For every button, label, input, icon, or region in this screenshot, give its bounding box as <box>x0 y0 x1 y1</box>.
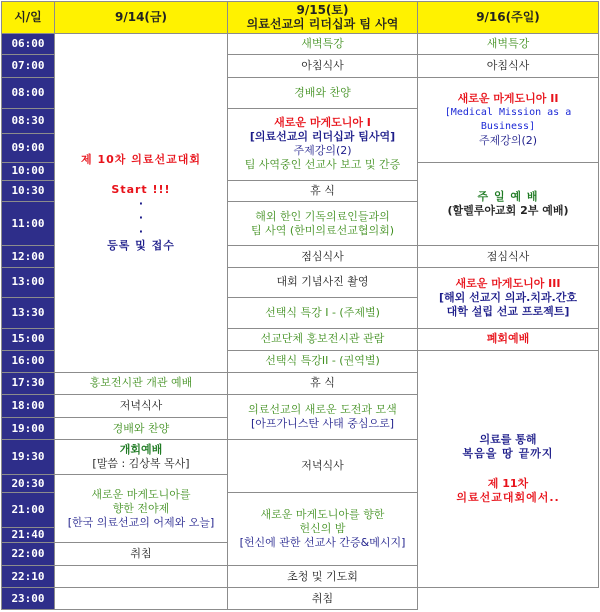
macedonia-3-sub-2: 대학 설립 선교 프로젝트] <box>446 304 570 318</box>
time-cell: 08:00 <box>2 77 55 108</box>
time-cell: 13:00 <box>2 267 55 297</box>
time-cell: 21:40 <box>2 527 55 542</box>
team-report: 팀 사역중인 선교사 보고 및 간증 <box>244 158 401 172</box>
time-cell: 15:00 <box>2 328 55 351</box>
time-cell: 13:30 <box>2 297 55 328</box>
day2-theme: 의료선교의 리더십과 팀 사역 <box>246 17 399 32</box>
macedonia-2-theme: 주제강의(2) <box>478 134 538 148</box>
registration-text: 등록 및 접수 <box>107 238 175 252</box>
time-cell: 17:30 <box>2 372 55 395</box>
challenge-sub: [아프가니스탄 사태 중심으로] <box>250 417 395 431</box>
macedonia-1-sub: [의료선교의 리더십과 팀사역] <box>249 130 396 144</box>
time-cell: 19:00 <box>2 417 55 440</box>
day2-sleep: 취침 <box>228 588 418 610</box>
time-cell: 18:00 <box>2 395 55 418</box>
time-column-header: 시/일 <box>2 2 55 34</box>
macedonia-3-sub-1: [해외 선교지 의과.치과.간호 <box>439 290 577 304</box>
schedule-table <box>1 1 599 610</box>
next-conference-line-2: 의료선교대회에서.. <box>456 491 560 505</box>
day1-eve-lecture-block <box>55 475 228 543</box>
day2-lunch: 점심식사 <box>228 246 418 268</box>
eve-lecture-sub: [한국 의료선교의 어제와 오늘] <box>67 515 215 529</box>
overseas-line-1: 해외 한인 기독의료인들과의 <box>255 209 390 223</box>
day2-overseas-block <box>228 202 418 246</box>
day1-opening-block <box>55 33 228 372</box>
time-cell: 10:00 <box>2 163 55 180</box>
day3-closing-service: 폐회예배 <box>418 328 599 351</box>
opening-service-title: 개회예배 <box>119 443 163 457</box>
day2-devotion-night-block <box>228 492 418 565</box>
day1-hall-opening: 홍보전시관 개관 예배 <box>55 372 228 395</box>
day2-dinner: 저녁식사 <box>228 440 418 492</box>
time-cell: 20:30 <box>2 475 55 492</box>
day2-dawn-lecture: 새벽특강 <box>228 33 418 55</box>
day2-photo: 대회 기념사진 촬영 <box>228 267 418 297</box>
day1-dinner: 저녁식사 <box>55 395 228 418</box>
challenge-line-1: 의료선교의 새로운 도전과 모색 <box>248 403 397 417</box>
day1-empty-cell <box>55 588 228 610</box>
day2-prayer: 초청 및 기도회 <box>228 565 418 588</box>
dot-2: · <box>138 210 144 224</box>
time-cell: 23:00 <box>2 588 55 610</box>
day2-macedonia-1-block <box>228 108 418 180</box>
time-cell: 08:30 <box>2 108 55 134</box>
day3-header: 9/16(주일) <box>418 2 599 34</box>
dot-3: · <box>138 224 144 238</box>
devotion-night-sub: [헌신에 관한 선교사 간증&메시지] <box>239 535 406 549</box>
macedonia-3-title: 새로운 마게도니아 III <box>455 276 561 290</box>
slogan-line-2: 복음을 땅 끝까지 <box>462 447 554 461</box>
macedonia-1-theme: 주제강의(2) <box>293 144 352 158</box>
day3-dawn-lecture: 새벽특강 <box>418 33 599 55</box>
day3-slogan-block <box>418 351 599 588</box>
time-cell: 22:00 <box>2 543 55 566</box>
table-row <box>2 33 599 55</box>
day3-macedonia-2-block <box>418 77 599 162</box>
macedonia-1-title: 새로운 마게도니아 I <box>274 116 371 130</box>
time-cell: 10:30 <box>2 180 55 202</box>
table-row <box>2 588 599 610</box>
time-cell: 09:00 <box>2 134 55 163</box>
day2-worship: 경배와 찬양 <box>228 77 418 108</box>
day1-empty-cell <box>55 565 228 588</box>
day2-elective-2: 선택식 특강II - (권역별) <box>228 351 418 373</box>
day1-worship: 경배와 찬양 <box>55 417 228 440</box>
day1-header: 9/14(금) <box>55 2 228 34</box>
day1-sleep: 취침 <box>55 543 228 566</box>
day2-break-2: 휴 식 <box>228 372 418 395</box>
day2-elective-1: 선택식 특강 I - (주제별) <box>228 297 418 328</box>
macedonia-2-sub: [Medical Mission as a Business] <box>444 107 572 133</box>
time-cell: 21:00 <box>2 492 55 527</box>
start-text: Start !!! <box>111 182 171 196</box>
header-row <box>2 2 599 34</box>
time-cell: 12:00 <box>2 246 55 268</box>
opening-service-preacher: [말씀 : 김상복 목사] <box>92 457 190 471</box>
time-cell: 11:00 <box>2 202 55 246</box>
time-cell: 22:10 <box>2 565 55 588</box>
sunday-service-sub: (할렐루야교회 2부 예배) <box>447 204 569 218</box>
time-cell: 07:00 <box>2 55 55 78</box>
day3-breakfast: 아침식사 <box>418 55 599 78</box>
macedonia-2-title: 새로운 마게도니아 II <box>457 92 559 106</box>
time-cell: 16:00 <box>2 351 55 373</box>
day2-challenge-block <box>228 395 418 440</box>
slogan-line-1: 의료를 통해 <box>479 433 537 447</box>
day2-break: 휴 식 <box>228 180 418 202</box>
time-cell: 06:00 <box>2 33 55 55</box>
day3-lunch: 점심식사 <box>418 246 599 268</box>
day1-opening-service-block <box>55 440 228 475</box>
next-conference-line-1: 제 11차 <box>487 477 529 491</box>
day3-macedonia-3-block <box>418 267 599 328</box>
opening-title: 제 10차 의료선교대회 <box>81 152 201 166</box>
dot-1: · <box>138 196 144 210</box>
devotion-night-line-2: 헌신의 밤 <box>299 521 346 535</box>
eve-lecture-line-1: 새로운 마게도니아를 <box>91 487 191 501</box>
devotion-night-line-1: 새로운 마게도니아를 향한 <box>260 507 385 521</box>
time-cell: 19:30 <box>2 440 55 475</box>
day3-sunday-service-block <box>418 163 599 246</box>
overseas-line-2: 팀 사역 (한미의료선교협의회) <box>250 223 395 237</box>
day2-header <box>228 2 418 34</box>
day2-hall-tour: 선교단체 홍보전시관 관람 <box>228 328 418 351</box>
day2-date: 9/15(토) <box>296 3 349 18</box>
eve-lecture-line-2: 향한 전야제 <box>112 501 170 515</box>
sunday-service-title: 주 일 예 배 <box>477 190 539 204</box>
day2-breakfast: 아침식사 <box>228 55 418 78</box>
